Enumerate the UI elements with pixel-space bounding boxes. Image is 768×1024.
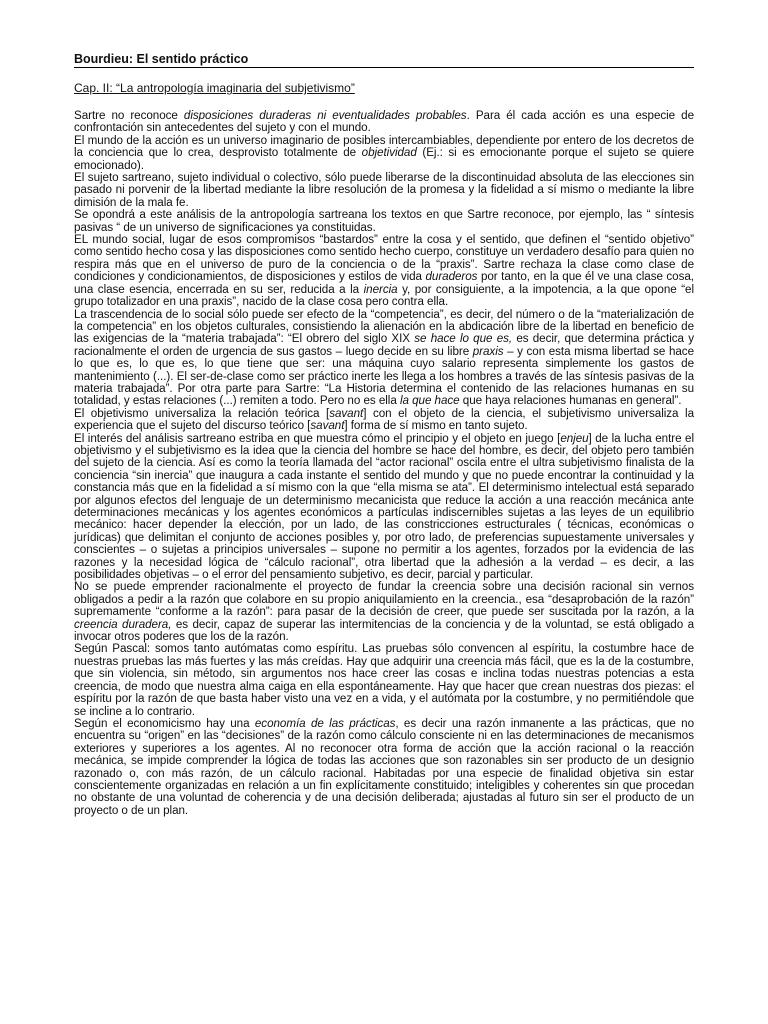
text-run: Sartre no reconoce (74, 109, 184, 122)
text-run: El sujeto sartreano, sujeto individual o colectivo, sólo puede liberarse de la discontinuidad absoluta de las elecciones sin pasado ni porvenir de la libertad mediante la libre resolución de la promesa y la fidelidad a sí mismo o mediante la libre dimisión de la mala fe. (74, 171, 694, 209)
text-run: (Ej.: si es emocionante porque el sujeto se quiere emocionado). (74, 146, 694, 172)
text-run: EL mundo social, lugar de esos compromisos “bastardos” entre la cosa y el sentido, que definen el “sentido objetivo” como sentido hecho cosa y las disposiciones como sentido hecho cuerpo, constituye un verdadero desafío para quien no respira más que en el universo de puro de la conciencia o de la “praxis”. Sartre rechaza la clase como clase de condiciones y condicionamientos, de disposiciones y estilos de vida (74, 233, 694, 284)
text-run: es decir, capaz de superar las intermitencias de la conciencia y de la voluntad, se está obligado a invocar otros poderes que los de la razón. (74, 617, 694, 644)
text-run: Según el economicismo hay una (74, 716, 255, 730)
text-run: El mundo de la acción es un universo imaginario de posibles intercambiables, dependiente por entero de los decretos de la conciencia que lo crea, desprovisto totalmente de (74, 133, 694, 160)
text-run: La trascendencia de lo social sólo puede ser efecto de la “competencia”, es decir, del número o de la “materialización de la competencia” en los objetos culturales, consistiendo la alienación en la abdicación libre de la libertad en beneficio de las exigencias de la “materia trabajada”: “El obrero del siglo XIX (74, 307, 694, 346)
text-run: El objetivismo universaliza la relación teórica [ (74, 406, 330, 420)
italic-text-run: objetividad (361, 146, 417, 160)
text-run: ] de la lucha entre el objetivismo y el subjetivismo es la idea que la ciencia del hombre se hace del hombre, es decir, del objeto pero también del sujeto de la ciencia. Así es como la teoría llamada del “actor racional” oscila entre el ultra subjetivismo finalista de la conciencia “sin inercia” que inaugura a cada instante el sentido del mundo y que no puede encontrar la continuidad y la constancia más que en la fidelidad a sí mismo con la que “ella misma se ata”. El determinismo intelectual está separado por algunos efectos del lenguaje de un determinismo mecanicista que reduce la acción a una reacción mecánica ante determinaciones mecánicas y los agentes económicos a partículas indiscernibles sujetas a las leyes de un equilibrio mecánico: hacer depender la elección, por un lado, de las constricciones estructurales ( técnicas, económicas o jurídicas) que delimitan el conjunto de acciones posibles y, por otro lado, de preferencias supuestamente universales y conscientes – o sujetas a principios universales – supone no permitir a los agentes, forzados por la evidencia de las razones y la necesidad lógica de “cálculo racional”, otra libertad que la adhesión a la verdad – es decir, a las posibilidades objetivas – o el error del pensamiento subjetivo, es decir, parcial y particular. (74, 431, 695, 582)
document-body (74, 110, 694, 817)
text-run: ] con el objeto de la ciencia, el subjetivismo universaliza la experiencia que el sujeto del discurso teórico [ (74, 406, 694, 433)
italic-text-run: se hace lo que es, (414, 332, 513, 346)
text-run: No se puede emprender racionalmente el proyecto de fundar la creencia sobre una decisión racional sin vernos obligados a pedir a la razón que colabore en su propio aniquilamiento en la creencia., esa “desaprobación de la razón” supremamente “conforme a la razón”: para pasar de la decisión de creer, que puede ser suscitada por la razón, a la (74, 580, 694, 619)
italic-text-run: economía de las prácticas (254, 716, 396, 730)
text-run: es decir, que determina práctica y racionalmente el orden de urgencia de sus gastos – luego decide en su libre (74, 332, 694, 358)
paragraph (74, 643, 694, 717)
paragraph (74, 408, 694, 433)
chapter-heading: Cap. II: “La antropología imaginaria del subjetivismo” (74, 81, 355, 95)
italic-text-run: creencia duradera, (74, 617, 172, 631)
italic-text-run: praxis (472, 344, 504, 358)
italic-text-run: savant (310, 419, 345, 433)
paragraph (74, 718, 694, 817)
italic-text-run: disposiciones duraderas ni eventualidades probables (183, 109, 467, 122)
text-run: . Para él cada acción es una especie de confrontación sin antecedentes del sujeto y con el mundo. (74, 109, 695, 135)
paragraph (74, 172, 694, 209)
text-run: ] forma de sí mismo en tanto sujeto. (344, 419, 528, 433)
text-run: que haya relaciones humanas en general”. (459, 394, 682, 408)
paragraph (74, 209, 694, 234)
italic-text-run: la que hace (399, 394, 460, 408)
italic-text-run: enjeu (560, 431, 589, 445)
text-run: – y con esta misma libertad se hace lo que es, lo que es, lo que tiene que ser: una máquina cuyo salario representa simplemente los gastos de mantenimiento (...). El ser-de-clase como ser práctico inerte les llega a los hombres a través de las síntesis pasivas de la materia trabajada”. Por otra parte para Sartre: “La Historia determina el contenido de las relaciones humanas en su totalidad, y estas relaciones (...) remiten a todo. Pero no es ella (74, 344, 694, 408)
text-run: y, por consiguiente, a la impotencia, a la que opone “el grupo totalizador en una praxis”, nacido de la clase cosa pero contra ella. (74, 282, 694, 309)
text-run: , es decir una razón inmanente a las prácticas, que no encuentra su “origen” en las “decisiones” de la razón como cálculo consciente ni en las determinaciones de mecanismos exteriores y superiores a los agentes. Al no reconocer otra forma de acción que la acción racional o la reacción mecánica, se impide comprender la lógica de todas las acciones que son razonables sin ser producto de un designio razonado o, con más razón, de un cálculo racional. Habitadas por una especie de finalidad objetiva sin estar conscientemente organizadas en relación a un fin explícitamente constituido; inteligibles y coherentes sin que procedan no obstante de una voluntad de coherencia y de una decisión deliberada; ajustadas al futuro sin ser el producto de un proyecto o de un plan. (74, 716, 695, 817)
paragraph (74, 110, 694, 135)
paragraph (74, 234, 694, 308)
italic-text-run: inercia (363, 282, 398, 296)
paragraph (74, 581, 694, 643)
text-run: Se opondrá a este análisis de la antropología sartreana los textos en que Sartre reconoce, por ejemplo, las “ síntesis pasivas “ de un universo de significaciones ya constituidas. (74, 208, 694, 234)
paragraph (74, 309, 694, 408)
italic-text-run: savant (329, 406, 364, 420)
document-title: Bourdieu: El sentido práctico (74, 52, 694, 68)
text-run: Según Pascal: somos tanto autómatas como espíritu. Las pruebas sólo convencen al espíritu, la costumbre hace de nuestras pruebas las más fuertes y las más creídas. Hay que adquirir una creencia más fácil, que es la de la costumbre, que sin violencia, sin método, sin argumentos nos hace creer las cosas e inclina todas nuestras potencias a esta creencia, de modo que nuestra alma caiga en ella espontáneamente. Hay que hacer que crean nuestras dos piezas: el espíritu por la razón de que basta haber visto una vez en a vida, y el autómata por la costumbre, y no permitiéndole que se incline a lo contrario. (74, 642, 694, 718)
paragraph (74, 135, 694, 172)
text-run: por tanto, en la que él ve una clase cosa, una clase esencia, encerrada en su ser, reducida a la (74, 270, 694, 296)
paragraph (74, 433, 694, 582)
text-run: El interés del análisis sartreano estriba en que muestra cómo el principio y el objeto en juego [ (74, 431, 561, 445)
italic-text-run: duraderos (425, 270, 478, 284)
